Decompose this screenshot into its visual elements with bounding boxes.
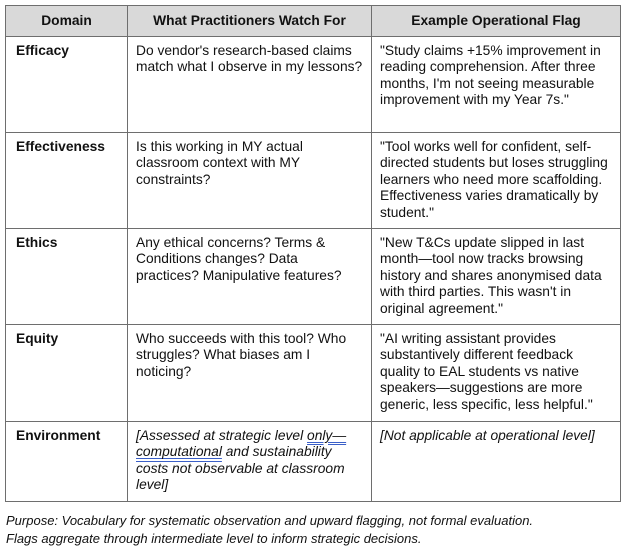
footnote-line-2: Flags aggregate through intermediate level to inform strategic decisions. bbox=[6, 531, 422, 546]
footnote-line-1: Purpose: Vocabulary for systematic observation and upward flagging, not formal evaluation. bbox=[6, 513, 534, 528]
flag-cell: "AI writing assistant provides substantively different feedback quality to EAL students vs native speakers—suggestions are more generic, less specific, less helpful." bbox=[372, 325, 621, 422]
table-header-row bbox=[6, 6, 621, 37]
watch-for-cell: Is this working in MY actual classroom context with MY constraints? bbox=[128, 133, 372, 229]
domain-cell: Environment bbox=[6, 422, 128, 502]
domain-cell: Effectiveness bbox=[6, 133, 128, 229]
watch-for-cell bbox=[128, 422, 372, 502]
flag-cell: "Tool works well for confident, self-directed students but loses struggling learners who need more scaffolding. Effectiveness varies dramatically by student." bbox=[372, 133, 621, 229]
flag-cell: "New T&Cs update slipped in last month—tool now tracks browsing history and shares anonymised data with third parties. This wasn't in original agreement." bbox=[372, 229, 621, 325]
purpose-footnote bbox=[6, 512, 618, 548]
table-row bbox=[6, 325, 621, 422]
table-row bbox=[6, 133, 621, 229]
watch-for-text-start: [Assessed at strategic level bbox=[136, 428, 308, 443]
table-row bbox=[6, 37, 621, 133]
header-operational-flag: Example Operational Flag bbox=[372, 6, 621, 37]
watch-for-cell: Do vendor's research-based claims match what I observe in my lessons? bbox=[128, 37, 372, 133]
watch-for-cell: Who succeeds with this tool? Who struggles? What biases am I noticing? bbox=[128, 325, 372, 422]
flag-cell: "Study claims +15% improvement in reading comprehension. After three months, I'm not seeing measurable improvement with my Year 7s." bbox=[372, 37, 621, 133]
header-domain: Domain bbox=[6, 6, 128, 37]
domain-cell: Equity bbox=[6, 325, 128, 422]
watch-for-text-end: and sustainability costs not observable at classroom level] bbox=[136, 444, 345, 493]
table-row bbox=[6, 422, 621, 502]
header-watch-for: What Practitioners Watch For bbox=[128, 6, 372, 37]
table-row bbox=[6, 229, 621, 325]
domain-cell: Efficacy bbox=[6, 37, 128, 133]
observation-domains-table bbox=[5, 5, 621, 502]
watch-for-cell: Any ethical concerns? Terms & Conditions changes? Data practices? Manipulative features? bbox=[128, 229, 372, 325]
domain-cell: Ethics bbox=[6, 229, 128, 325]
grammar-flagged-text: only—computational bbox=[136, 428, 347, 460]
flag-cell: [Not applicable at operational level] bbox=[372, 422, 621, 502]
